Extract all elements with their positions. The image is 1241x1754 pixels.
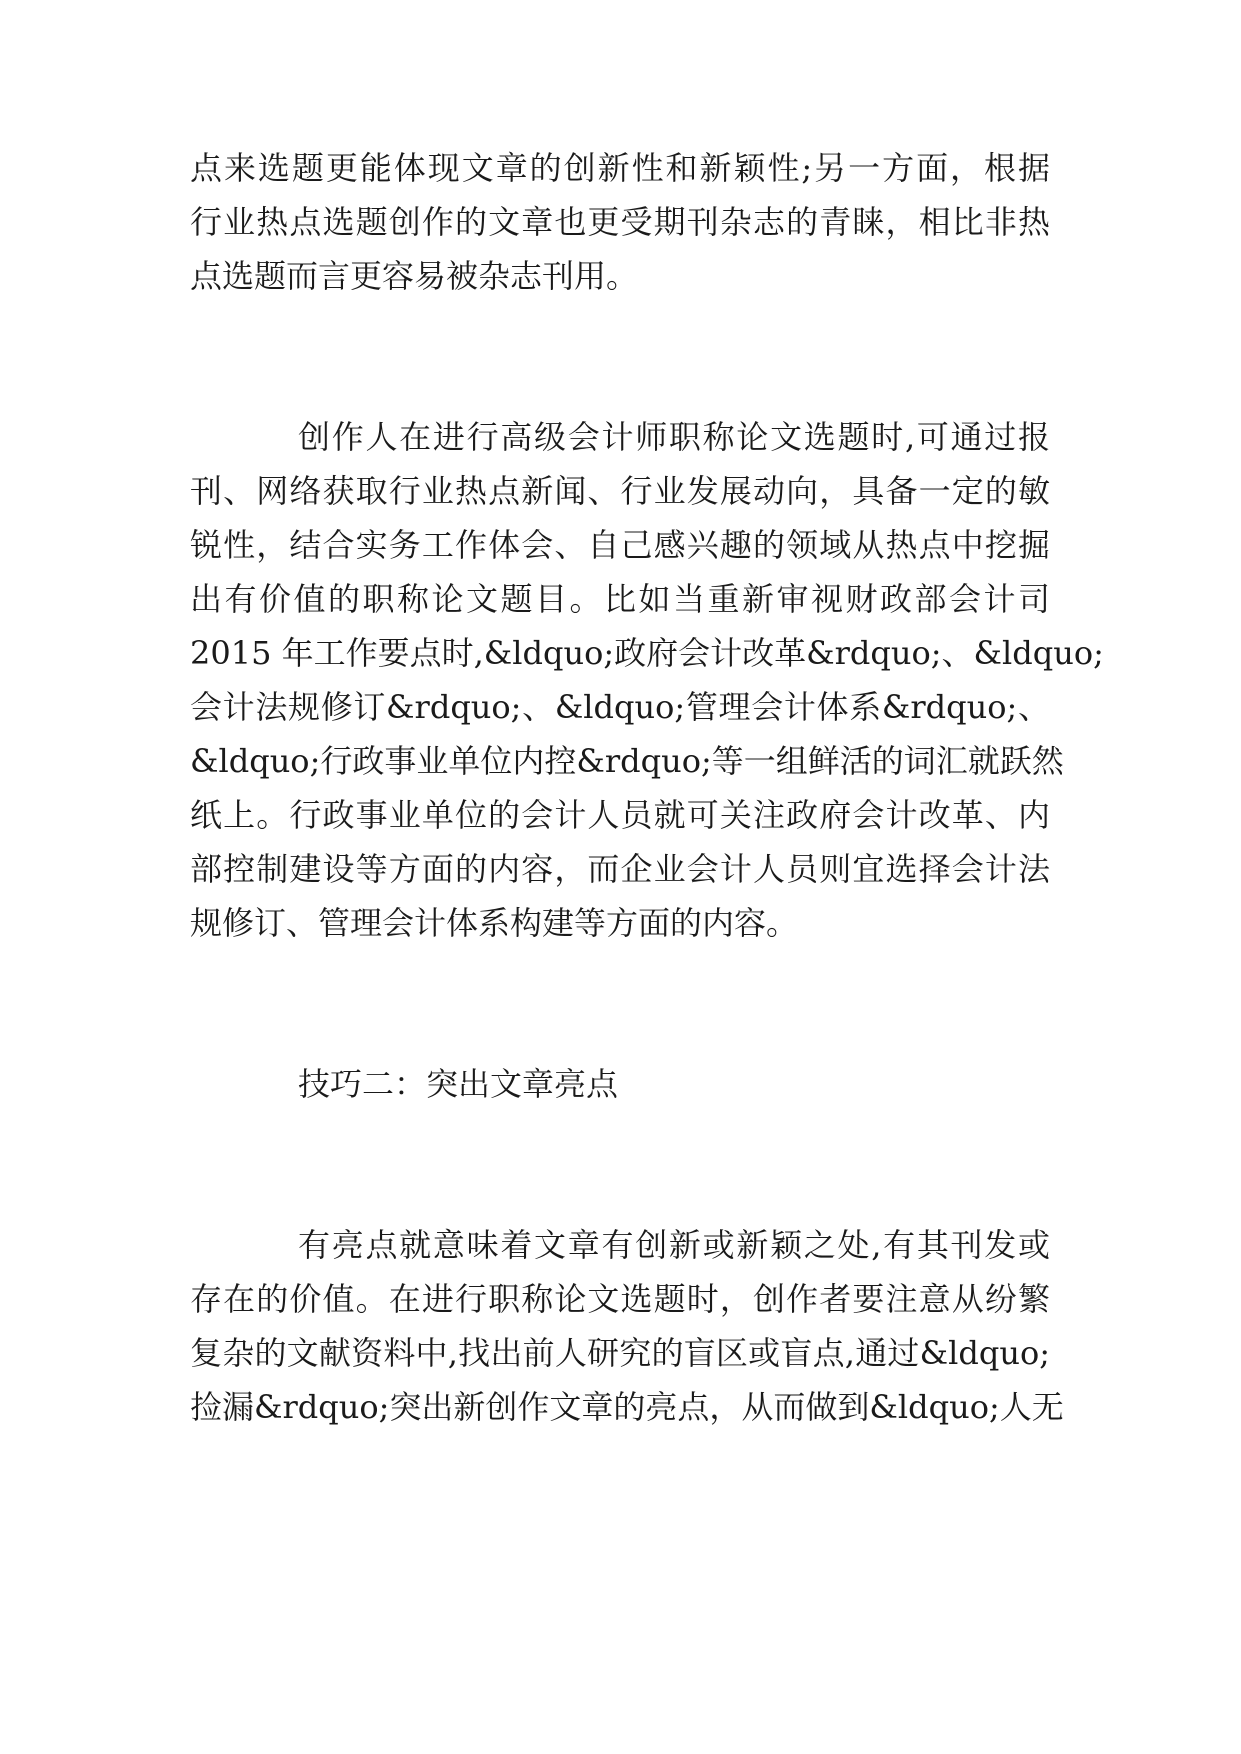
paragraph-2-line-2: 刊、网络获取行业热点新闻、行业发展动向，具备一定的敏 [190,472,1050,510]
paragraph-2-line-10: 规修订、管理会计体系构建等方面的内容。 [190,904,799,942]
paragraph-3-line-3: 复杂的文献资料中,找出前人研究的盲区或盲点,通过&ldquo; [190,1334,1050,1372]
paragraph-2-line-3: 锐性，结合实务工作体会、自己感兴趣的领域从热点中挖掘 [190,526,1050,564]
paragraph-1-line-3: 点选题而言更容易被杂志刊用。 [190,257,639,295]
paragraph-2-line-1: 创作人在进行高级会计师职称论文选题时,可通过报 [298,418,1050,456]
paragraph-2-line-7: &ldquo;行政事业单位内控&rdquo;等一组鲜活的词汇就跃然 [190,742,1064,780]
paragraph-2-line-8: 纸上。行政事业单位的会计人员就可关注政府会计改革、内 [190,796,1050,834]
section-heading: 技巧二：突出文章亮点 [298,1065,619,1103]
paragraph-2-line-9: 部控制建设等方面的内容，而企业会计人员则宜选择会计法 [190,850,1050,888]
paragraph-2-line-6: 会计法规修订&rdquo;、&ldquo;管理会计体系&rdquo;、 [190,688,1050,726]
paragraph-2-line-4: 出有价值的职称论文题目。比如当重新审视财政部会计司 [190,580,1050,618]
paragraph-1-line-2: 行业热点选题创作的文章也更受期刊杂志的青睐，相比非热 [190,203,1050,241]
paragraph-3-line-1: 有亮点就意味着文章有创新或新颖之处,有其刊发或 [298,1226,1050,1264]
paragraph-3-line-2: 存在的价值。在进行职称论文选题时，创作者要注意从纷繁 [190,1280,1050,1318]
paragraph-2-line-5: 2015 年工作要点时,&ldquo;政府会计改革&rdquo;、&ldquo; [190,634,1104,672]
paragraph-1-line-1: 点来选题更能体现文章的创新性和新颖性;另一方面，根据 [190,149,1050,187]
paragraph-3-line-4: 捡漏&rdquo;突出新创作文章的亮点，从而做到&ldquo;人无 [190,1388,1064,1426]
